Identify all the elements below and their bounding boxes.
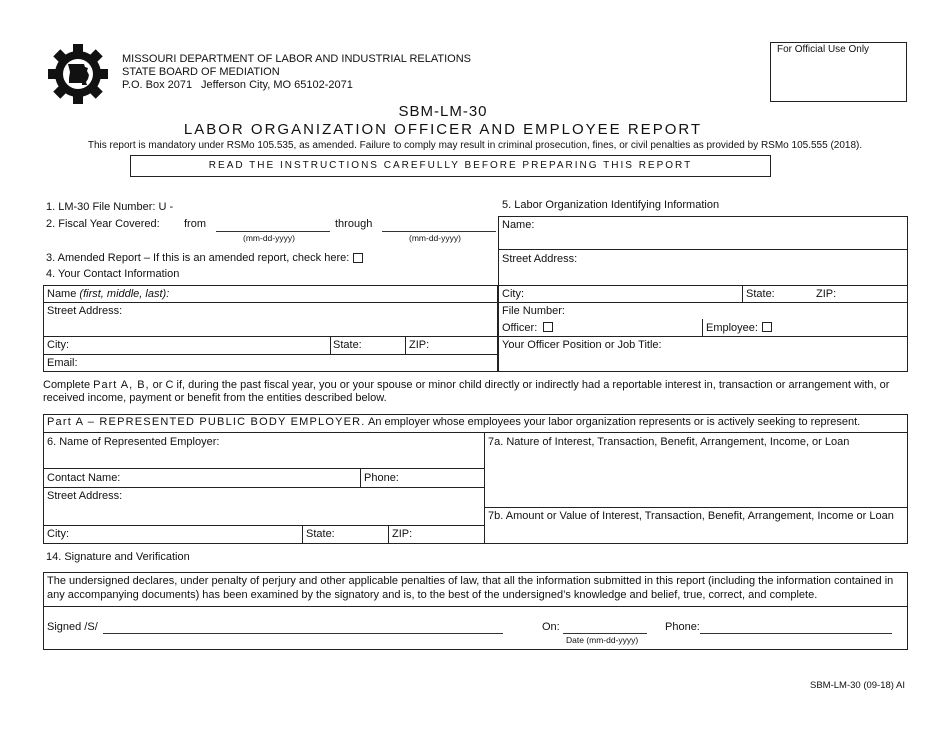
complete-pre: Complete — [43, 379, 94, 391]
contact-zip-field[interactable]: ZIP: — [409, 339, 430, 351]
sign-date-label: On: — [542, 621, 560, 633]
sign-date-input[interactable] — [563, 633, 647, 634]
employer-street-field[interactable]: Street Address: — [47, 490, 123, 502]
declaration-line2: any accompanying documents) has been examined by the signatory and is, to the best of the undersigned’s knowledge and belief, true, correct, and complete. — [47, 589, 818, 601]
mandatory-notice: This report is mandatory under RSMo 105.535, as amended. Failure to comply may result in criminal prosecution, fines, or civil penalties as provided by RSMo 105.555 (2018). — [87, 140, 863, 151]
fiscal-from-label: from — [184, 218, 206, 230]
declaration-line1: The undersigned declares, under penalty of perjury and other applicable penalties of law, that all the information submitted in this report (including the information contained in — [47, 575, 894, 587]
labor-org-heading: 5. Labor Organization Identifying Information — [502, 199, 720, 211]
contact-email-field[interactable]: Email: — [47, 357, 78, 369]
contact-name-label: Name — [47, 288, 77, 300]
page-title: LABOR ORGANIZATION OFFICER AND EMPLOYEE REPORT — [183, 121, 703, 138]
agency-name: MISSOURI DEPARTMENT OF LABOR AND INDUSTRIAL RELATIONS — [122, 53, 472, 65]
nature-of-interest-field[interactable]: 7a. Nature of Interest, Transaction, Benefit, Arrangement, Income, or Loan — [488, 436, 850, 448]
signature-input[interactable] — [103, 633, 503, 634]
employer-name-field[interactable]: 6. Name of Represented Employer: — [47, 436, 220, 448]
missouri-gear-seal-icon — [46, 42, 110, 106]
amended-checkbox[interactable] — [353, 253, 363, 263]
signed-label: Signed /S/ — [47, 621, 98, 633]
org-street-field[interactable]: Street Address: — [502, 253, 578, 265]
agency-city: Jefferson City, MO 65102-2071 — [201, 79, 353, 91]
agency-board: STATE BOARD OF MEDIATION — [122, 66, 280, 78]
part-a-label: Part A – REPRESENTED PUBLIC BODY EMPLOYER. — [47, 416, 366, 428]
fiscal-through-input[interactable] — [382, 231, 496, 232]
fiscal-through-label: through — [335, 218, 373, 230]
contact-name-hint: (first, middle, last): — [79, 288, 170, 300]
part-a-heading — [47, 417, 860, 428]
contact-city-field[interactable]: City: — [47, 339, 69, 351]
fiscal-from-input[interactable] — [216, 231, 330, 232]
complete-parts: Part A, B, — [93, 379, 150, 391]
agency-po-box: P.O. Box 2071 — [122, 79, 193, 91]
position-field[interactable]: Your Officer Position or Job Title: — [502, 339, 662, 351]
part-a-desc: An employer whose employees your labor organization represents or is actively seeking to represent. — [365, 416, 861, 428]
amended-label: 3. Amended Report – If this is an amended report, check here: — [46, 252, 350, 264]
form-footer-id: SBM-LM-30 (09-18) AI — [810, 680, 906, 691]
complete-instructions — [43, 380, 889, 391]
sign-phone-label: Phone: — [665, 621, 700, 633]
officer-label: Officer: — [502, 322, 538, 334]
org-zip-field[interactable]: ZIP: — [816, 288, 837, 300]
org-name-field[interactable]: Name: — [502, 219, 535, 231]
contact-street-field[interactable]: Street Address: — [47, 305, 123, 317]
employee-label: Employee: — [706, 322, 758, 334]
org-state-field[interactable]: State: — [746, 288, 775, 300]
officer-checkbox[interactable] — [543, 322, 553, 332]
instructions-banner — [130, 155, 771, 177]
contact-state-field[interactable]: State: — [333, 339, 362, 351]
form-code: SBM-LM-30 — [398, 103, 488, 120]
instructions-text: READ THE INSTRUCTIONS CAREFULLY BEFORE PREPARING THIS REPORT — [208, 160, 693, 171]
amount-of-interest-field[interactable]: 7b. Amount or Value of Interest, Transaction, Benefit, Arrangement, Income or Loan — [488, 510, 894, 522]
file-number-label: 1. LM-30 File Number: U - — [46, 201, 174, 213]
org-file-number-field[interactable]: File Number: — [502, 305, 565, 317]
fiscal-year-label: 2. Fiscal Year Covered: — [46, 218, 160, 230]
employee-checkbox[interactable] — [762, 322, 772, 332]
signature-heading: 14. Signature and Verification — [46, 551, 190, 563]
employer-state-field[interactable]: State: — [306, 528, 335, 540]
employer-city-field[interactable]: City: — [47, 528, 69, 540]
employer-zip-field[interactable]: ZIP: — [392, 528, 413, 540]
employer-contact-field[interactable]: Contact Name: — [47, 472, 121, 484]
contact-info-heading: 4. Your Contact Information — [46, 268, 180, 280]
fiscal-through-hint: (mm-dd-yyyy) — [409, 233, 461, 243]
complete-line2: received income, payment or benefit from the entities described below. — [43, 392, 387, 404]
sign-date-hint: Date (mm-dd-yyyy) — [566, 635, 639, 645]
complete-mid: or C if, during the past fiscal year, you or your spouse or minor child directly or indirectly had a reportable interest in, transaction or arrangement with, or — [149, 379, 890, 391]
contact-name-field[interactable] — [47, 289, 169, 300]
org-city-field[interactable]: City: — [502, 288, 524, 300]
employer-phone-field[interactable]: Phone: — [364, 472, 399, 484]
official-use-label: For Official Use Only — [777, 44, 870, 55]
official-use-box — [770, 42, 907, 102]
fiscal-from-hint: (mm-dd-yyyy) — [243, 233, 295, 243]
sign-phone-input[interactable] — [700, 633, 892, 634]
